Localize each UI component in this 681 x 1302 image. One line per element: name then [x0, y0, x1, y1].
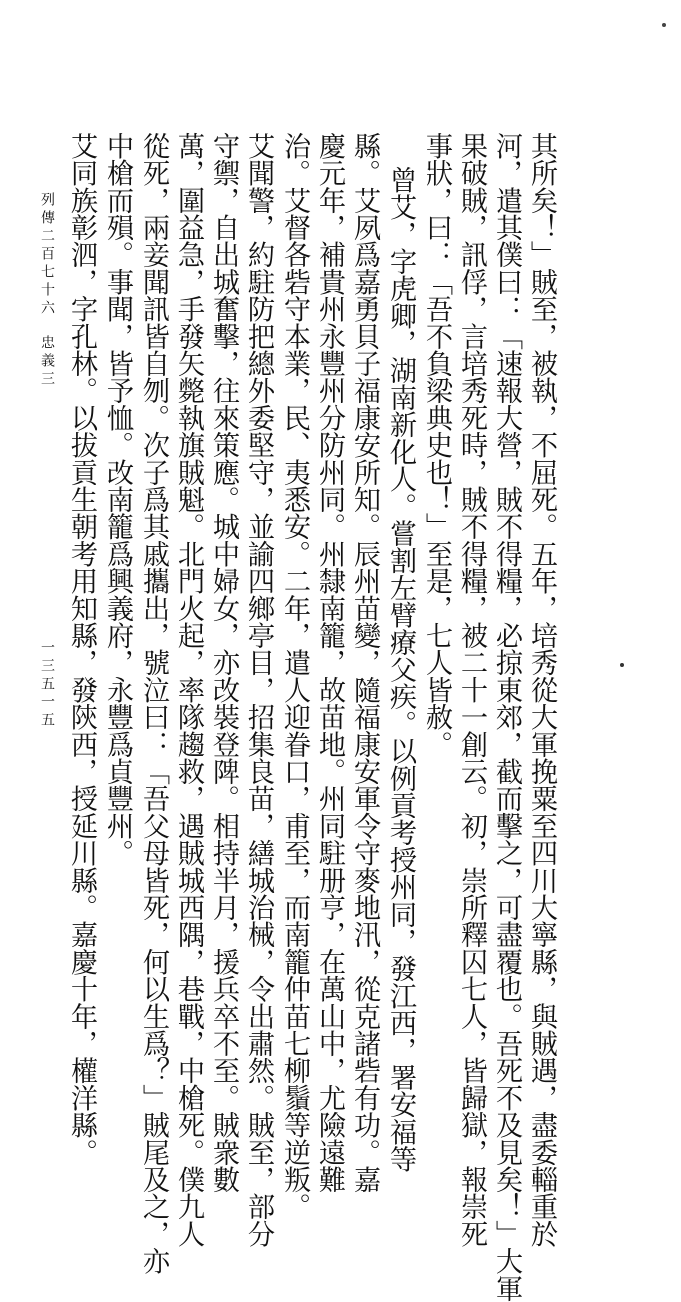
text-column: 其所矣！」賊至，被執，不屈死。五年，培秀從大軍挽粟至四川大寧縣，與賊遇，盡委輜重於 [526, 132, 557, 1248]
text-column: 艾同族彰泗，字孔林。以拔貢生朝考用知縣，發陝西，授延川縣。嘉慶十年，權洋縣。 [66, 132, 97, 1166]
text-column: 曾艾，字虎卿，湖南新化人。嘗割左臂療父疾。以例貢考授州同，發江西，署安福等 [385, 166, 416, 1173]
text-column: 萬，圍益急，手發矢斃執旗賊魁。北門火起，率隊趨救，遇賊城西隅，巷戰，中槍死。僕九人 [173, 132, 204, 1248]
text-column: 治。艾督各砦守本業，民、夷悉安。二年，遣人迎眷口，甫至，而南籠仲苗七柳鬚等逆叛。 [279, 132, 310, 1220]
text-column: 縣。艾夙爲嘉勇貝子福康安所知。辰州苗變，隨福康安軍令守麥地汛，從克諸砦有功。嘉 [349, 132, 380, 1193]
text-column: 果破賊，訊俘，言培秀死時，賊不得糧，被二十一創云。初，崇所釋囚七人，皆歸獄，報崇死 [456, 132, 487, 1248]
text-column: 事狀，曰：「吾不負梁典史也！」至是，七人皆赦。 [421, 132, 452, 758]
page-number: 一三五一五 [39, 640, 55, 730]
running-header-chapter: 列傳二百七十六 [39, 192, 55, 318]
text-column: 守禦，自出城奮擊，往來策應。城中婦女，亦改裝登陴。相持半月，援兵卒不至。賊衆數 [208, 132, 239, 1193]
text-column: 中槍而殞。事聞，皆予恤。改南籠爲興義府，永豐爲貞豐州。 [102, 132, 133, 867]
text-column: 慶元年，補貴州永豐州分防州同。州隸南籠，故苗地。州同駐册亨，在萬山中，尤險遠難 [314, 132, 345, 1193]
running-header-section: 忠義三 [39, 335, 55, 389]
text-column: 艾聞警，約駐防把總外委堅守，並諭四鄉亭目，招集良苗，繕城治械，令出肅然。賊至，部分 [243, 132, 274, 1248]
text-column: 河，遣其僕曰：「速報大營，賊不得糧，必掠東郊，截而擊之，可盡覆也。吾死不及見矣！」大軍 [491, 132, 522, 1302]
text-column: 從死，兩妾聞訊皆自刎。次子爲其戚攜出，號泣曰：「吾父母皆死，何以生爲？」賊尾及之，亦 [138, 132, 169, 1275]
